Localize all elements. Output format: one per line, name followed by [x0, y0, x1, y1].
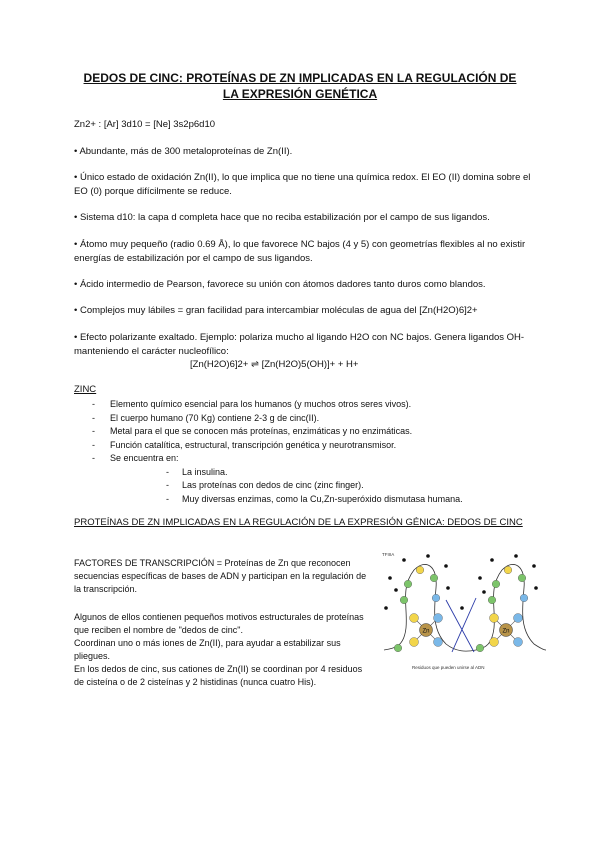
residue: [400, 596, 408, 604]
figure-caption: Residuos que pueden unirse al ADN: [412, 665, 485, 670]
residue: [416, 566, 424, 574]
zinc-ion-label: Zn: [422, 628, 430, 635]
histidine-residue: [434, 614, 443, 623]
page-title: [60, 70, 540, 102]
coordination-paragraph: Coordinan uno o más iones de Zn(II), para ayudar a estabilizar sus pliegues.: [74, 638, 341, 661]
sublist-item: - Muy diversas enzimas, como la Cu,Zn-superóxido dismutasa humana.: [110, 493, 534, 507]
electron-configuration: Zn2+ : [Ar] 3d10 = [Ne] 3s2p6d10: [74, 119, 216, 130]
cysteine-residue: [410, 638, 419, 647]
zinc-list: [74, 398, 534, 506]
list-item: - Elemento químico esencial para los humanos (y muchos otros seres vivos).: [74, 398, 534, 412]
list-item: - El cuerpo humano (70 Kg) contiene 2-3 g de cinc(II).: [74, 412, 534, 426]
residue: [476, 644, 484, 652]
dna-binding-line: [452, 598, 476, 652]
cysteine-residue: [490, 614, 499, 623]
residue: [518, 574, 526, 582]
sublist-item: - La insulina.: [110, 466, 534, 480]
residue: [430, 574, 438, 582]
dna-binding-line: [446, 600, 474, 652]
list-item: - Función catalítica, estructural, transcripción genética y neurotransmisor.: [74, 439, 534, 453]
bullet-abundance: • Abundante, más de 300 metaloproteínas de Zn(II).: [74, 146, 293, 157]
bullet-pearson-acid: • Ácido intermedio de Pearson, favorece su unión con átomos dadores tanto duros como blandos.: [74, 279, 486, 290]
bullet-labile-complexes: • Complejos muy lábiles = gran facilidad para intercambiar moléculas de agua del [Zn(H2O)6]2+: [74, 305, 478, 316]
residue: [492, 580, 500, 588]
histidine-residue: [514, 638, 523, 647]
cysteine-residue: [410, 614, 419, 623]
histidine-residue: [434, 638, 443, 647]
figure-corner-label: TFIIIA: [382, 552, 395, 557]
bullet-d10-system: • Sistema d10: la capa d completa hace que no reciba estabilización por el campo de sus ligandos.: [74, 212, 490, 223]
title-line-2: LA EXPRESIÓN GENÉTICA: [222, 87, 378, 101]
residue: [520, 594, 528, 602]
hydrolysis-equation: [Zn(H2O)6]2+ ⇌ [Zn(H2O)5(OH)]+ + H+: [190, 359, 359, 370]
list-item-text: Se encuentra en:: [110, 453, 179, 463]
bullet-oxidation-state: • Único estado de oxidación Zn(II), lo que implica que no tiene una química redox. El EO (II) domina sobre el EO (0) porque difícilmente se reduce.: [74, 172, 531, 197]
finger-2-residues: [476, 566, 528, 652]
title-line-1: DEDOS DE CINC: PROTEÍNAS DE ZN IMPLICADAS EN LA REGULACIÓN DE: [83, 71, 517, 85]
bullet-polarizing-effect: • Efecto polarizante exaltado. Ejemplo: polariza mucho al ligando H2O con NC bajos. Genera ligandos OH- manteniendo el carácter nucleofílico:: [74, 332, 525, 357]
residue: [394, 644, 402, 652]
zinc-sublist: [110, 466, 534, 507]
cysteine-histidine-paragraph: En los dedos de cinc, sus cationes de Zn(II) se coordinan por 4 residuos de cisteína o de 2 cisteínas y 2 histidinas (nunca cuatro His).: [74, 664, 363, 687]
zinc-ion-label: Zn: [502, 628, 510, 635]
finger-2-backbone: [476, 564, 546, 650]
list-item: - Metal para el que se conocen más proteínas, enzimáticas y no enzimáticas.: [74, 425, 534, 439]
histidine-residue: [514, 614, 523, 623]
list-item: [74, 452, 534, 506]
zinc-heading: ZINC: [74, 384, 97, 395]
zinc-finger-diagram: [376, 548, 548, 673]
section-heading: PROTEÍNAS DE ZN IMPLICADAS EN LA REGULACIÓN DE LA EXPRESIÓN GÉNICA: DEDOS DE CINC: [74, 517, 523, 528]
residue: [504, 566, 512, 574]
bullet-small-atom: • Átomo muy pequeño (radio 0.69 Å), lo que favorece NC bajos (4 y 5) con geometrías flexibles al no existir energías de estabilización por el campo de sus ligandos.: [74, 239, 526, 264]
residue: [488, 596, 496, 604]
residue: [404, 580, 412, 588]
sublist-item: - Las proteínas con dedos de cinc (zinc finger).: [110, 479, 534, 493]
residue: [432, 594, 440, 602]
finger-1-residues: [394, 566, 442, 652]
zinc-finger-motifs-paragraph: Algunos de ellos contienen pequeños motivos estructurales de proteínas que reciben el nombre de "dedos de cinc".: [74, 612, 364, 635]
transcription-factors-paragraph: FACTORES DE TRANSCRIPCIÓN = Proteínas de Zn que reconocen secuencias específicas de bases de ADN y participan en la regulación de la transcripción.: [74, 558, 367, 594]
cysteine-residue: [490, 638, 499, 647]
